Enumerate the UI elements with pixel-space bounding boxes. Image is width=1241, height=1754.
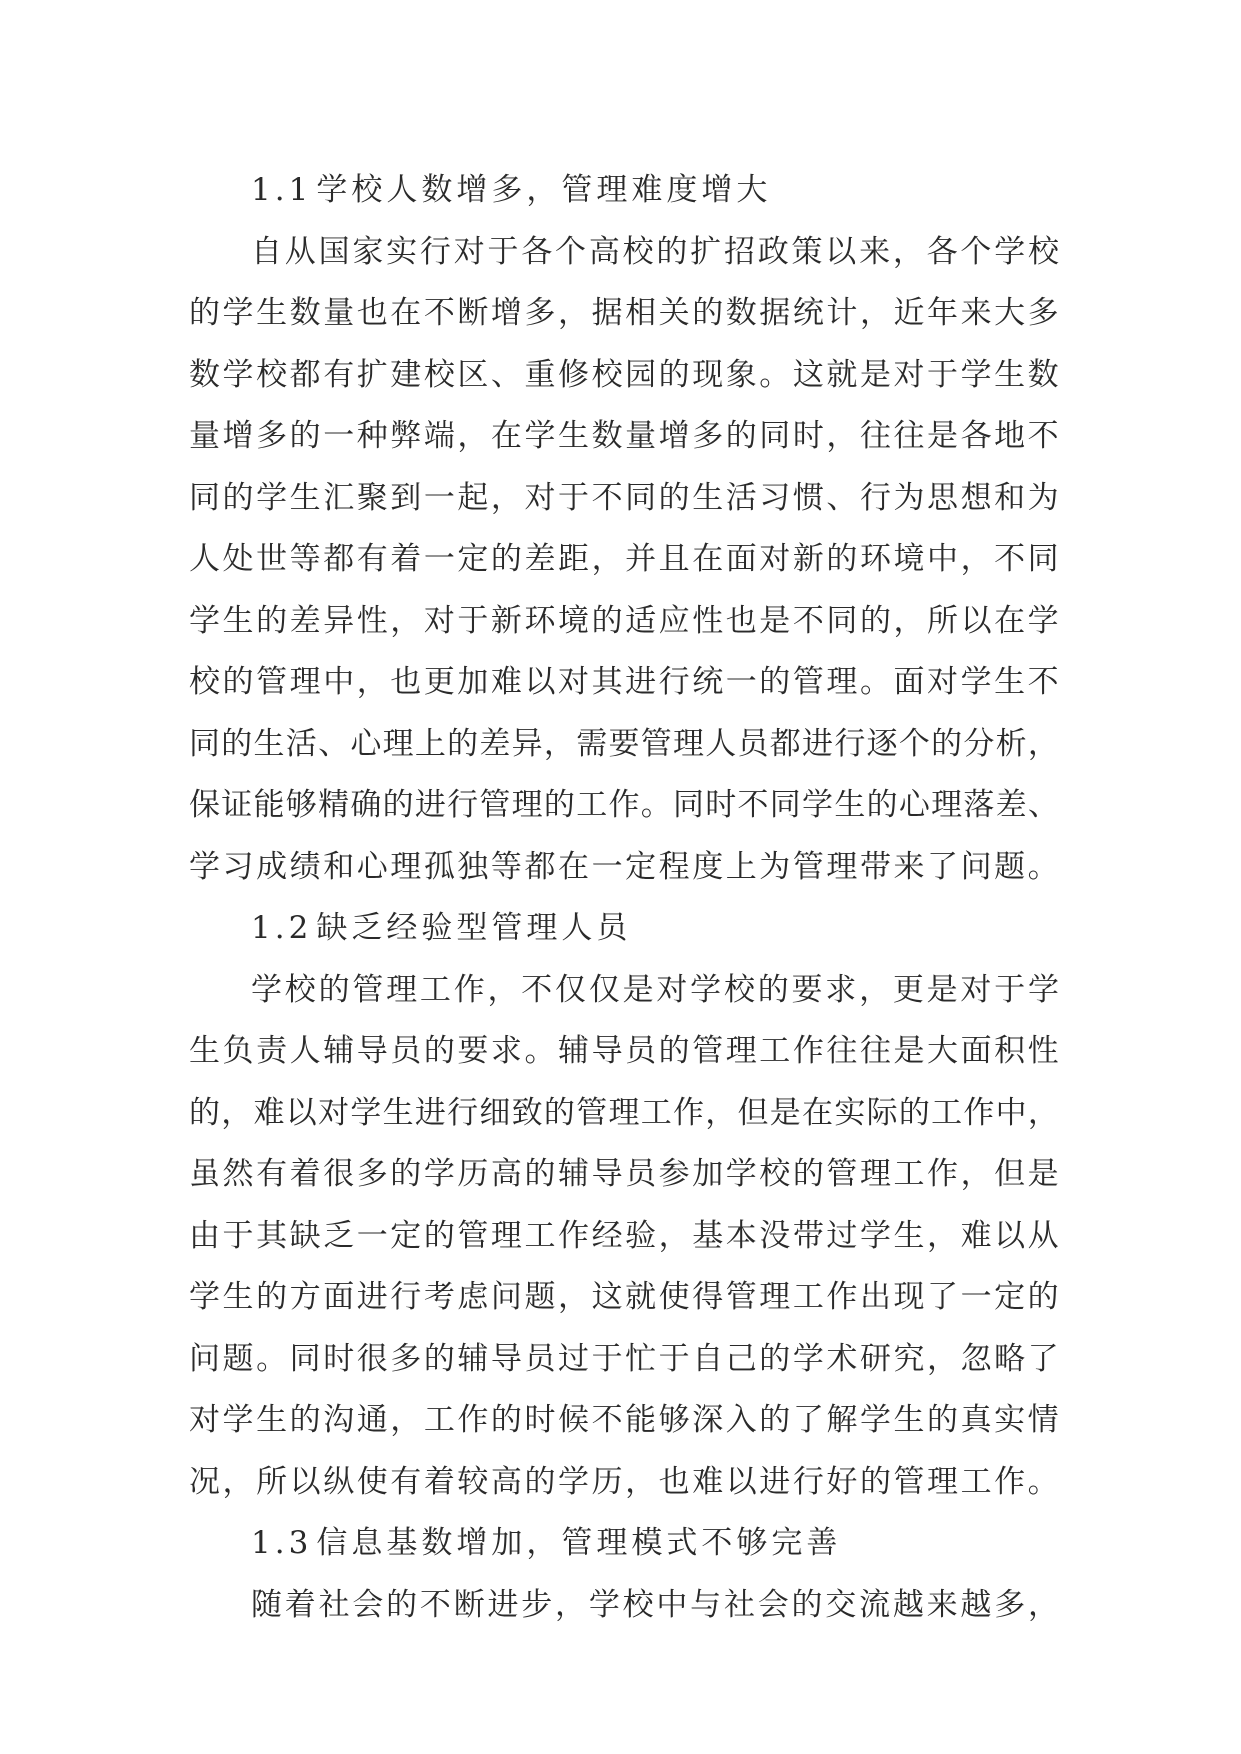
paragraph-line: 同 的 生 活 、 心 理 上 的 差 异 ， 需 要 管 理 人 员 都 进 行 逐 个 的 分 析 ， — [189, 725, 1059, 762]
paragraph-line: 自 从 国 家 实 行 对 于 各 个 高 校 的 扩 招 政 策 以 来 ， 各 个 学 校 — [251, 233, 1059, 270]
paragraph-line: 数 学 校 都 有 扩 建 校 区 、 重 修 校 园 的 现 象 。 这 就 是 对 于 学 生 数 — [189, 356, 1059, 393]
paragraph-line: 随 着 社 会 的 不 断 进 步 ， 学 校 中 与 社 会 的 交 流 越 来 越 多 ， — [251, 1586, 1059, 1623]
paragraph-line: 的 ， 难 以 对 学 生 进 行 细 致 的 管 理 工 作 ， 但 是 在 实 际 的 工 作 中 ， — [189, 1094, 1059, 1131]
section-heading: 1 . 3 信 息 基 数 增 加 ， 管 理 模 式 不 够 完 善 — [251, 1525, 838, 1561]
paragraph-line: 保 证 能 够 精 确 的 进 行 管 理 的 工 作 。 同 时 不 同 学 生 的 心 理 落 差 、 — [189, 787, 1059, 823]
paragraph-line: 学 生 的 差 异 性 ， 对 于 新 环 境 的 适 应 性 也 是 不 同 的 ， 所 以 在 学 — [189, 602, 1059, 639]
paragraph-line: 校 的 管 理 中 ， 也 更 加 难 以 对 其 进 行 统 一 的 管 理 。 面 对 学 生 不 — [189, 664, 1059, 700]
paragraph-line: 生 负 责 人 辅 导 员 的 要 求 。 辅 导 员 的 管 理 工 作 往 往 是 大 面 积 性 — [189, 1033, 1059, 1069]
paragraph-line: 况 ， 所 以 纵 使 有 着 较 高 的 学 历 ， 也 难 以 进 行 好 的 管 理 工 作 。 — [189, 1463, 1059, 1500]
paragraph-line: 学 生 的 方 面 进 行 考 虑 问 题 ， 这 就 使 得 管 理 工 作 出 现 了 一 定 的 — [189, 1279, 1059, 1315]
document-body — [189, 160, 1059, 1636]
section-heading: 1 . 2 缺 乏 经 验 型 管 理 人 员 — [251, 910, 628, 946]
paragraph-line: 的 学 生 数 量 也 在 不 断 增 多 ， 据 相 关 的 数 据 统 计 ， 近 年 来 大 多 — [189, 295, 1059, 331]
paragraph-line: 由 于 其 缺 乏 一 定 的 管 理 工 作 经 验 ， 基 本 没 带 过 学 生 ， 难 以 从 — [189, 1217, 1059, 1254]
section-heading: 1 . 1 学 校 人 数 增 多 ， 管 理 难 度 增 大 — [251, 172, 768, 208]
paragraph-line: 学 校 的 管 理 工 作 ， 不 仅 仅 是 对 学 校 的 要 求 ， 更 是 对 于 学 — [251, 971, 1059, 1008]
paragraph-line: 虽 然 有 着 很 多 的 学 历 高 的 辅 导 员 参 加 学 校 的 管 理 工 作 ， 但 是 — [189, 1156, 1059, 1192]
paragraph-line: 学 习 成 绩 和 心 理 孤 独 等 都 在 一 定 程 度 上 为 管 理 带 来 了 问 题 。 — [189, 848, 1059, 885]
paragraph-line: 同 的 学 生 汇 聚 到 一 起 ， 对 于 不 同 的 生 活 习 惯 、 行 为 思 想 和 为 — [189, 479, 1059, 516]
paragraph-line: 量 增 多 的 一 种 弊 端 ， 在 学 生 数 量 增 多 的 同 时 ， 往 往 是 各 地 不 — [189, 418, 1059, 454]
paragraph-line: 人 处 世 等 都 有 着 一 定 的 差 距 ， 并 且 在 面 对 新 的 环 境 中 ， 不 同 — [189, 541, 1059, 577]
paragraph-line: 对 学 生 的 沟 通 ， 工 作 的 时 候 不 能 够 深 入 的 了 解 学 生 的 真 实 情 — [189, 1402, 1059, 1438]
paragraph-line: 问 题 。 同 时 很 多 的 辅 导 员 过 于 忙 于 自 己 的 学 术 研 究 ， 忽 略 了 — [189, 1340, 1059, 1377]
